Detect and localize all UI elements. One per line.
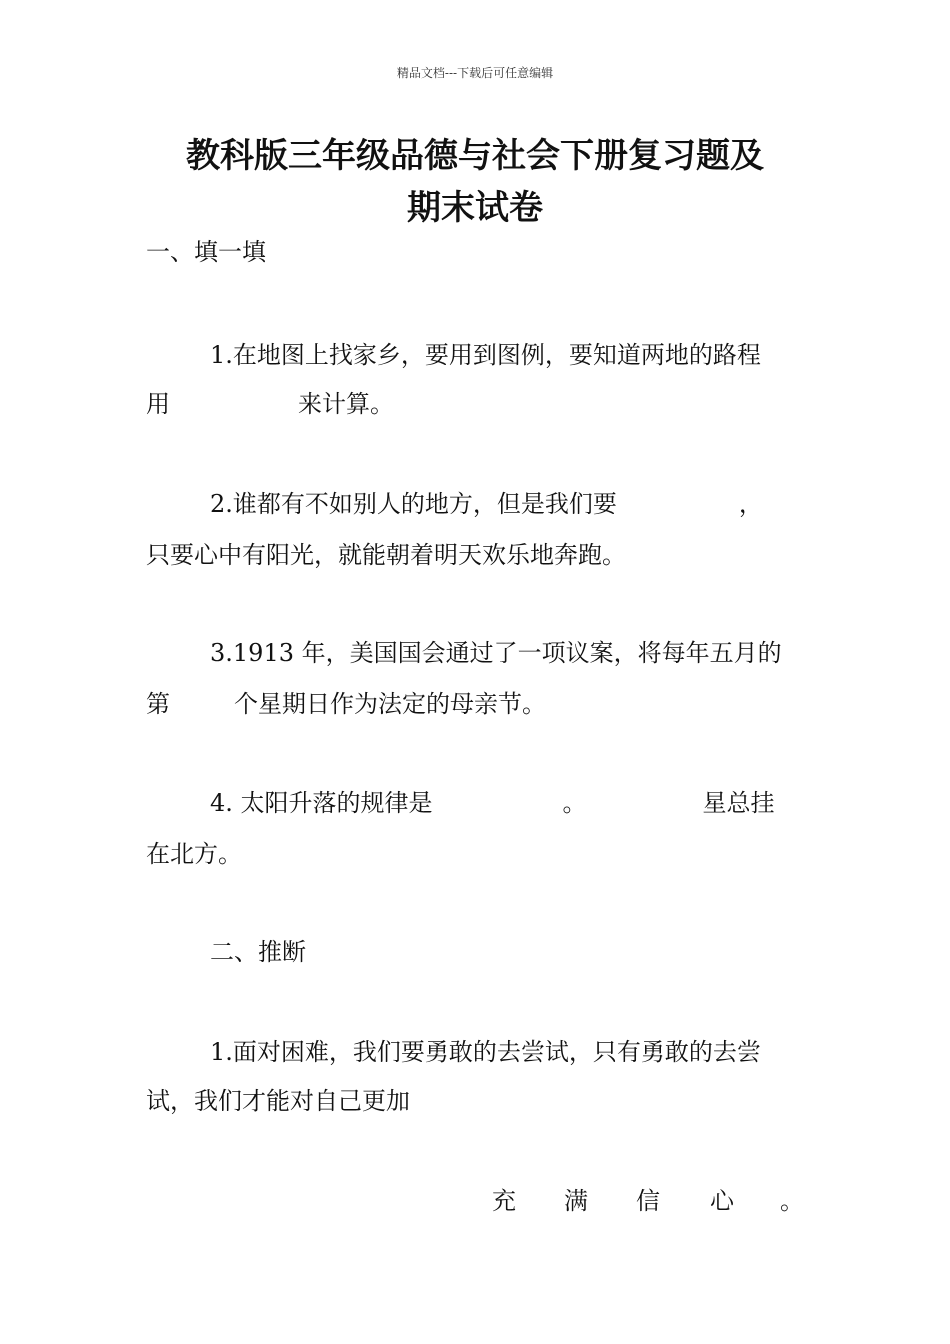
section-2-heading: 二、推断 <box>210 938 306 966</box>
question-1-1-line-2 <box>146 384 394 419</box>
question-1-2-comma: ， <box>738 490 763 518</box>
question-1-3-line-1: 3.1913 年，美国国会通过了一项议案，将每年五月的 <box>210 639 782 667</box>
question-1-1-prefix: 用 <box>146 390 170 418</box>
question-1-4-line-1 <box>210 783 775 818</box>
question-2-1-answer-char: 满 <box>564 1187 588 1215</box>
section-1-heading: 一、填一填 <box>146 238 266 266</box>
question-1-2-text: 2.谁都有不如别人的地方，但是我们要 <box>210 490 617 518</box>
question-2-1-answer-char: 充 <box>492 1187 516 1215</box>
question-1-3-line-2 <box>146 684 546 719</box>
question-1-4-line-2: 在北方。 <box>146 840 242 868</box>
question-1-1-suffix: 来计算。 <box>298 390 394 418</box>
question-1-3-prefix: 第 <box>146 690 170 718</box>
question-2-1-line-1: 1.面对困难，我们要勇敢的去尝试，只有勇敢的去尝 <box>210 1038 761 1066</box>
question-2-1-answer-char: 。 <box>780 1187 804 1215</box>
question-1-4-tail: 星总挂 <box>702 789 775 817</box>
question-2-1-line-2: 试，我们才能对自己更加 <box>146 1087 410 1115</box>
question-1-2-line-2: 只要心中有阳光，就能朝着明天欢乐地奔跑。 <box>146 541 626 569</box>
question-2-1-answer-char: 信 <box>636 1187 660 1215</box>
question-1-2-line-1 <box>210 484 763 519</box>
question-1-4-text: 4. 太阳升落的规律是 <box>210 789 433 817</box>
question-1-1-line-1: 1.在地图上找家乡，要用到图例，要知道两地的路程 <box>210 341 761 369</box>
header-note: 精品文档---下载后可任意编辑 <box>396 66 554 80</box>
question-2-1-answer-char: 心 <box>710 1187 734 1215</box>
question-1-4-period: 。 <box>562 789 587 817</box>
document-title-line-1: 教科版三年级品德与社会下册复习题及 <box>186 136 764 176</box>
question-1-3-suffix: 个星期日作为法定的母亲节。 <box>234 690 546 718</box>
document-title-line-2: 期末试卷 <box>407 188 543 228</box>
